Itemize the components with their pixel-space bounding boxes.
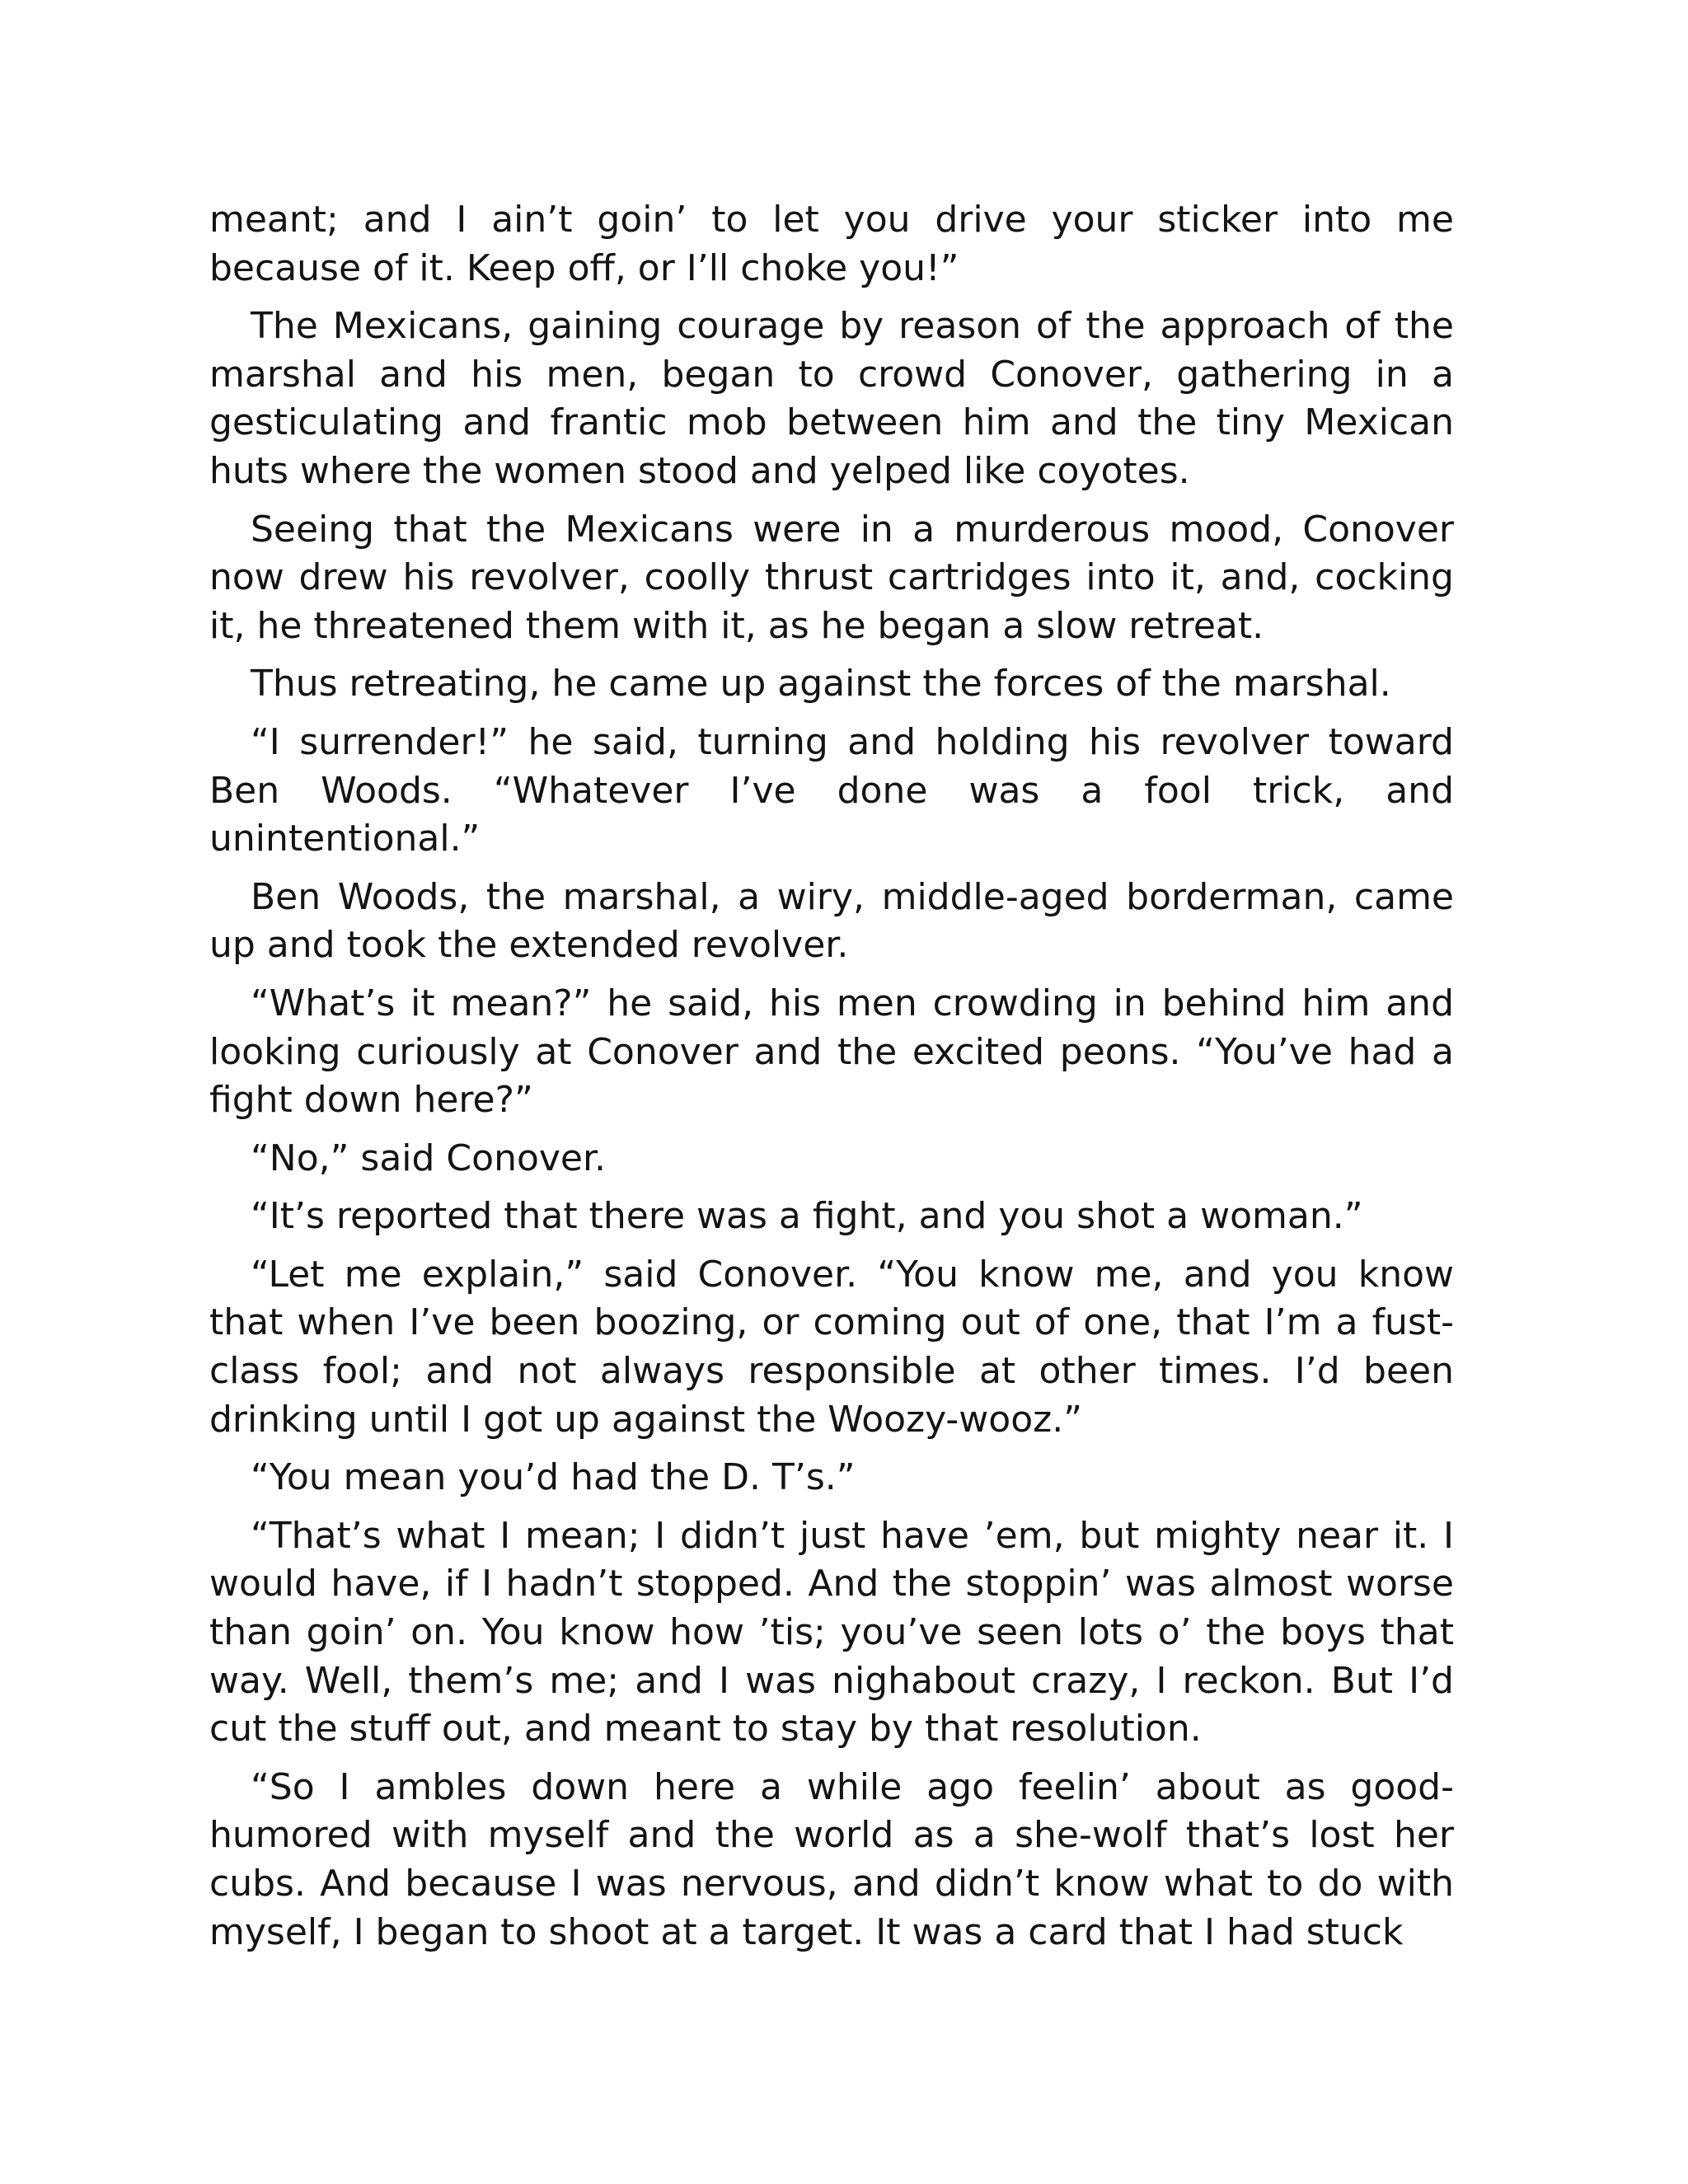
- book-page: [209, 196, 1454, 1966]
- paragraph: “I surrender!” he said, turning and holding his revolver toward Ben Woods. “Whatever I’ve done was a fool trick, and unintentional.”: [209, 720, 1454, 860]
- paragraph: “You mean you’d had the D. T’s.”: [251, 1456, 856, 1499]
- paragraph: “Let me explain,” said Conover. “You know me, and you know that when I’ve been boozing, or coming out of one, that I’m a fust-class fool; and not always responsible at other times. I’d been drinking until I got up against the Woozy-wooz.”: [209, 1253, 1454, 1441]
- paragraph: Seeing that the Mexicans were in a murderous mood, Conover now drew his revolver, coolly thrust cartridges into it, and, cocking it, he threatened them with it, as he began a slow retreat.: [209, 508, 1454, 647]
- paragraph: Ben Woods, the marshal, a wiry, middle-aged borderman, came up and took the extended revolver.: [209, 875, 1454, 967]
- paragraph: “It’s reported that there was a fight, and you shot a woman.”: [251, 1195, 1363, 1238]
- paragraph: Thus retreating, he came up against the forces of the marshal.: [251, 663, 1391, 705]
- paragraph: “So I ambles down here a while ago feelin’ about as good-humored with myself and the world as a she-wolf that’s lost her cubs. And because I was nervous, and didn’t know what to do with myself, I began to shoot at a target. It was a card that I had stuck: [209, 1765, 1454, 1953]
- paragraph: “What’s it mean?” he said, his men crowding in behind him and looking curiously at Conover and the excited peons. “You’ve had a fight down here?”: [209, 982, 1454, 1122]
- paragraph: The Mexicans, gaining courage by reason of the approach of the marshal and his men, began to crowd Conover, gathering in a gesticulating and frantic mob between him and the tiny Mexican huts where the women stood and yelped like coyotes.: [209, 305, 1454, 492]
- paragraph: “No,” said Conover.: [251, 1137, 607, 1179]
- paragraph-continued: meant; and I ain’t goin’ to let you drive your sticker into me because of it. Keep off, or I’ll choke you!”: [209, 199, 1454, 289]
- paragraph: “That’s what I mean; I didn’t just have ’em, but mighty near it. I would have, if I hadn’t stopped. And the stoppin’ was almost worse than goin’ on. You know how ’tis; you’ve seen lots o’ the boys that way. Well, them’s me; and I was nighabout crazy, I reckon. But I’d cut the stuff out, and meant to stay by that resolution.: [209, 1514, 1454, 1750]
